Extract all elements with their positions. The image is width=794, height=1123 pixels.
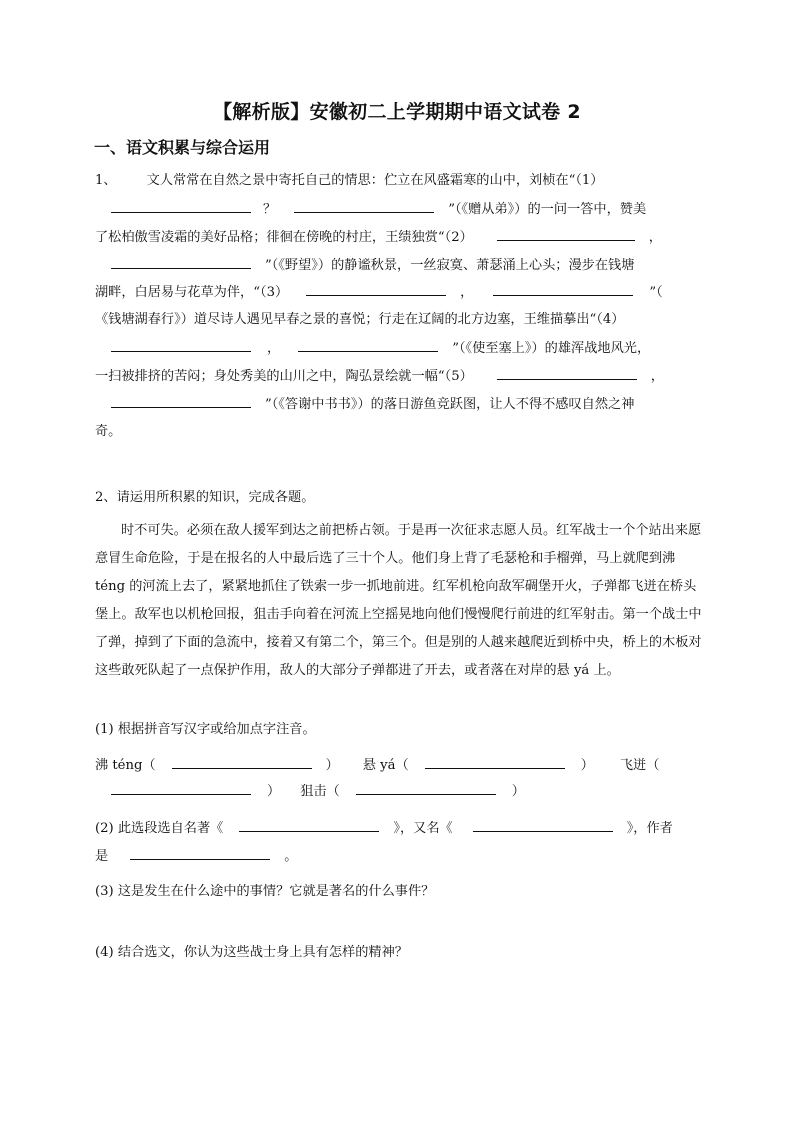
q2-text: 》，又名《 xyxy=(393,821,453,836)
answer-blank[interactable] xyxy=(111,393,251,408)
answer-blank[interactable] xyxy=(172,754,312,769)
answer-blank[interactable] xyxy=(298,337,438,352)
q1-text: 奇。 xyxy=(95,424,122,439)
q1-text: ， xyxy=(648,230,662,245)
page-title: 【解析版】安徽初二上学期期中语文试卷 2 xyxy=(213,101,581,123)
q1-text: ”（《野望》）的静谧秋景，一丝寂寞、萧瑟涌上心头；漫步在钱塘 xyxy=(265,258,635,273)
q2-passage: 时不可失。必须在敌人援军到达之前把桥占领。于是再一次征求志愿人员。红军战士一个个站出来愿意冒生命危险，于是在报名的人中最后选了三十个人。他们身上背了毛瑟枪和手榴弹，马上就爬到沸 téng 的河流上去了，紧紧地抓住了铁索一步一抓地前进。红军机枪向敌军碉堡开火，子弹都飞迸在桥头堡上。敌军也以机枪回报，狙击手向着在河流上空摇晃地向他们慢慢爬行前进的红军射击。第一个战士中了弹，掉到了下面的急流中，接着又有第二个，第三个。但是别的人越来越爬近到桥中央，桥上的木板对这些敢死队起了一点保护作用，敌人的大部分子弹都进了开去，或者落在对岸的悬 yá 上。 xyxy=(95,523,702,678)
q1-text: 《钱塘湖春行》）道尽诗人遇见早春之景的喜悦；行走在辽阔的北方边塞，王维描摹出“（4） xyxy=(95,312,625,327)
q2-intro: 2、请运用所积累的知识，完成各题。 xyxy=(95,490,315,505)
q2-text: 飞迸（ xyxy=(619,758,660,773)
q2-sub2 xyxy=(95,817,673,840)
answer-blank[interactable] xyxy=(497,365,637,380)
answer-blank[interactable] xyxy=(294,198,434,213)
q1-text: ？ xyxy=(263,202,277,217)
q2-text: 是 xyxy=(95,849,109,864)
q2-text: ） xyxy=(267,784,281,799)
q2-sub1: (1) 根据拼音写汉字或给加点字注音。 xyxy=(95,722,316,737)
q1-text: ”（《赠从弟》）的一问一答中，赞美 xyxy=(448,202,647,217)
q1-text: ”（ xyxy=(649,285,663,300)
answer-blank[interactable] xyxy=(473,817,613,832)
q1-line-2 xyxy=(105,198,715,220)
answer-blank[interactable] xyxy=(111,254,251,269)
answer-blank[interactable] xyxy=(111,198,251,213)
q2-text: 沸 téng（ xyxy=(95,758,156,773)
q1-text: 湖畔，白居易与花草为伴，“（3） xyxy=(95,285,289,300)
q1-text: ， xyxy=(460,285,474,300)
answer-blank[interactable] xyxy=(306,281,446,296)
q2-sub2-line2 xyxy=(95,845,297,868)
q1-line-10 xyxy=(95,421,705,443)
q1-line-5 xyxy=(95,281,705,303)
answer-blank[interactable] xyxy=(493,281,633,296)
q1-line-3 xyxy=(95,226,705,248)
q1-number: 1、 xyxy=(95,173,117,188)
section-heading: 一、语文积累与综合运用 xyxy=(94,138,271,157)
answer-blank[interactable] xyxy=(239,817,379,832)
q1-text: ”（《使至塞上》）的雄浑战地风光， xyxy=(452,341,651,356)
q1-text: 了松柏傲雪凌霜的美好品格；徘徊在傍晚的村庄，王绩独赏“（2） xyxy=(95,230,473,245)
answer-blank[interactable] xyxy=(111,337,251,352)
q2-text: ） xyxy=(580,758,594,773)
q2-text: 。 xyxy=(284,849,298,864)
q1-line-8 xyxy=(95,365,705,387)
answer-blank[interactable] xyxy=(130,845,270,860)
q2-text: (2) 此选段选自名著《 xyxy=(95,821,224,836)
q1-line-7 xyxy=(105,337,715,359)
q1-text: 文人常常在自然之景中寄托自己的情思：伫立在风盛霜寒的山中，刘桢在“（1） xyxy=(146,173,604,188)
q1-line-1 xyxy=(95,170,705,192)
q1-text: ”（《答谢中书书》）的落日游鱼竞跃图，让人不得不感叹自然之神 xyxy=(265,397,635,412)
q2-text: ） xyxy=(511,784,525,799)
answer-blank[interactable] xyxy=(497,226,635,241)
q2-sub1-row2 xyxy=(105,780,525,803)
q2-text: ） xyxy=(325,758,339,773)
q1-line-4 xyxy=(105,254,715,276)
q1-text: ， xyxy=(650,369,664,384)
answer-blank[interactable] xyxy=(425,754,565,769)
q2-text: 狙击（ xyxy=(300,784,340,799)
q1-text: ， xyxy=(267,341,281,356)
q1-line-9 xyxy=(105,393,715,415)
answer-blank[interactable] xyxy=(356,780,496,795)
q2-sub4: (4) 结合选文，你认为这些战士身上具有怎样的精神？ xyxy=(95,945,408,960)
q1-line-6 xyxy=(95,309,705,331)
answer-blank[interactable] xyxy=(111,780,251,795)
q2-text: 悬 yá（ xyxy=(362,758,409,773)
q2-sub1-row1 xyxy=(95,754,659,777)
q2-sub3: (3) 这是发生在什么途中的事情？它就是著名的什么事件？ xyxy=(95,884,435,899)
q1-text: 一扫被排挤的苦闷；身处秀美的山川之中，陶弘景绘就一幅“（5） xyxy=(95,369,473,384)
q2-text: 》，作者 xyxy=(626,821,673,836)
